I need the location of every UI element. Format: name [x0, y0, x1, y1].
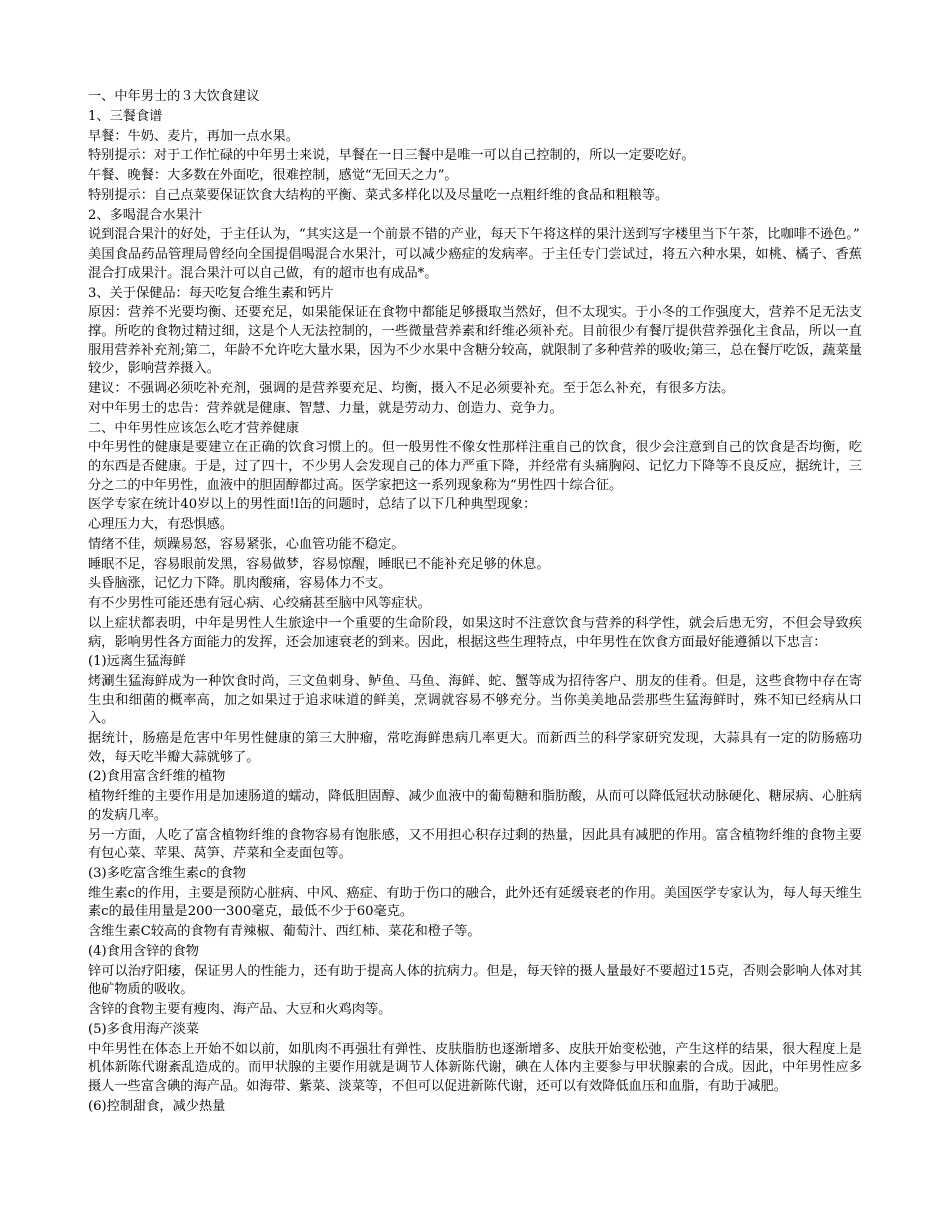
subsection-heading: (5)多食用海产淡菜: [88, 1021, 199, 1037]
subsection-heading: 2、多喝混合水果汁: [88, 207, 202, 223]
paragraph: 另一方面，人吃了富含植物纤维的食物容易有饱胀感，又不用担心积存过剩的热量，因此具有减肥的作用。富含植物纤维的食物主要有包心菜、苹果、莴笋、芹菜和全麦面包等。: [88, 827, 862, 862]
paragraph: 原因：营养不光要均衡、还要充足，如果能保证在食物中都能足够摄取当然好，但不太现实。于小冬的工作强度大，营养不足无法支撑。所吃的食物过精过细，这是个人无法控制的，一些微量营养素和纤维必须补充。目前很少有餐厅提供营养强化主食品，所以一直服用营养补充剂;第二，年龄不允许吃大量水果，因为不少水果中含糖分较高，就限制了多种营养的吸收;第三，总在餐厅吃饭，蔬菜量较少，影响营养摄入。: [88, 305, 862, 377]
paragraph: 情绪不佳，烦躁易怒，容易紧张，心血管功能不稳定。: [88, 536, 405, 552]
subsection-heading: (2)食用富含纤维的植物: [88, 769, 226, 785]
paragraph: 有不少男性可能还患有冠心病、心绞痛甚至脑中风等症状。: [88, 596, 431, 612]
paragraph: 睡眠不足，容易眼前发黑，容易做梦，容易惊醒，睡眠已不能补充足够的休息。: [88, 556, 550, 572]
paragraph: 维生素c的作用，主要是预防心脏病、中风、癌症、有助于伤口的融合，此外还有延缓衰老的作用。美国医学专家认为，每人每天维生素c的最佳用量是200一300毫克，最低不少于60毫克。: [88, 885, 862, 920]
paragraph: 美国食品药品管理局曾经向全国提倡喝混合水果汁，可以减少癌症的发病率。于主任专门尝试过，将五六种水果，如桃、橘子、香蕉混合打成果汁。混合果汁可以自己做，有的超市也有成品*。: [88, 247, 862, 281]
paragraph: 特别提示：对于工作忙碌的中年男士来说，早餐在一日三餐中是唯一可以自己控制的，所以一定要吃好。: [88, 148, 695, 164]
paragraph: 以上症状都表明，中年是男性人生旅途中一个重要的生命阶段，如果这时不注意饮食与营养的科学性，就会后患无穷，不但会导致疾病，影响男性各方面能力的发挥，还会加速衰老的到来。因此，根据这些生理特点，中年男性在饮食方面最好能遵循以下忠言：: [88, 615, 862, 650]
paragraph: 头昏脑涨，记忆力下降。肌肉酸痛，容易体力不支。: [88, 576, 392, 592]
paragraph: 早餐：牛奶、麦片，再加一点水果。: [88, 128, 299, 144]
subsection-heading: (3)多吃富含维生素c的食物: [88, 866, 246, 881]
subsection-heading: 3、关于保健品：每天吃复合维生素和钙片: [88, 285, 334, 301]
subsection-heading: (6)控制甜食，减少热量: [88, 1098, 226, 1114]
paragraph: 中年男性的健康是要建立在正确的饮食习惯上的。但一般男性不像女性那样注重自己的饮食，很少会注意到自己的饮食是否均衡，吃的东西是否健康。于是，过了四十，不少男人会发现自己的体力严重下降，并经常有头痛胸闷、记忆力下降等不良反应，据统计，三分之二的中年男性，血液中的胆固醇都过高。医学家把这一系列现象称为“男性四十综合征。: [88, 440, 862, 493]
paragraph: 锌可以治疗阳痿，保证男人的性能力，还有助于提高人体的抗病力。但是，每天锌的摄人量最好不要超过15克，否则会影响人体对其他矿物质的吸收。: [88, 963, 862, 998]
subsection-heading: 1、三餐食谱: [88, 108, 163, 124]
paragraph: 中年男性在体态上开始不如以前，如肌肉不再强壮有弹性、皮肤脂肪也逐渐增多、皮肤开始变松弛，产生这样的结果，很大程度上是机体新陈代谢紊乱造成的。而甲状腺的主要作用就是调节人体新陈代谢，碘在人体内主要参与甲状腺素的合成。因此，中年男性应多摄人一些富含碘的海产品。如海带、紫菜、淡菜等，不但可以促进新陈代谢，还可以有效降低血压和血脂，有助于减肥。: [88, 1041, 862, 1094]
paragraph: 对中年男士的忠告：营养就是健康、智慧、力量，就是劳动力、创造力、竞争力。: [88, 400, 563, 416]
paragraph: 医学专家在统计40岁以上的男性面!l缶的问题时，总结了以下几种典型现象：: [88, 497, 537, 513]
paragraph: 特别提示：自己点菜要保证饮食大结构的平衡、菜式多样化以及尽量吃一点粗纤维的食品和粗粮等。: [88, 187, 669, 203]
section-heading: 一、中年男士的３大饮食建议: [88, 89, 260, 104]
paragraph: 含锌的食物主要有瘦肉、海产品、大豆和火鸡肉等。: [88, 1002, 392, 1018]
section-heading: 二、中年男性应该怎么吃才营养健康: [88, 420, 299, 436]
subsection-heading: (1)远离生猛海鲜: [88, 654, 186, 670]
paragraph: 心理压力大，有恐惧感。: [88, 517, 234, 533]
paragraph: 午餐、晚餐：大多数在外面吃，很难控制，感觉“无回天之力”。: [88, 168, 458, 184]
paragraph: 说到混合果汁的好处，于主任认为，“其实这是一个前景不错的产业，每天下午将这样的果汁送到写字楼里当下午茶，比咖啡不逊色。”: [88, 227, 860, 243]
paragraph: 含维生素C较高的食物有青辣椒、葡萄汁、西红柿、菜花和橙子等。: [88, 924, 481, 940]
paragraph: 植物纤维的主要作用是加速肠道的蠕动，降低胆固醇、减少血液中的葡萄糖和脂肪酸，从而可以降低冠状动脉硬化、糖尿病、心脏病的发病几率。: [88, 789, 862, 823]
subsection-heading: (4)食用含锌的食物: [88, 943, 199, 959]
paragraph: 据统计，肠癌是危害中年男性健康的第三大肿瘤，常吃海鲜患病几率更大。而新西兰的科学家研究发现，大蒜具有一定的防肠癌功效，每天吃半瓣大蒜就够了。: [88, 731, 862, 765]
paragraph: 建议：不强调必须吃补充剂，强调的是营养要充足、均衡，摄入不足必须要补充。至于怎么补充，有很多方法。: [88, 380, 735, 396]
paragraph: 烤涮生猛海鲜成为一种饮食时尚，三文鱼刺身、鲈鱼、马鱼、海鲜、蛇、蟹等成为招待客户、朋友的佳肴。但是，这些食物中存在寄生虫和细菌的概率高，加之如果过于追求味道的鲜美，烹调就容易不够充分。当你美美地品尝那些生猛海鲜时，殊不知已经病从口入。: [88, 674, 862, 727]
